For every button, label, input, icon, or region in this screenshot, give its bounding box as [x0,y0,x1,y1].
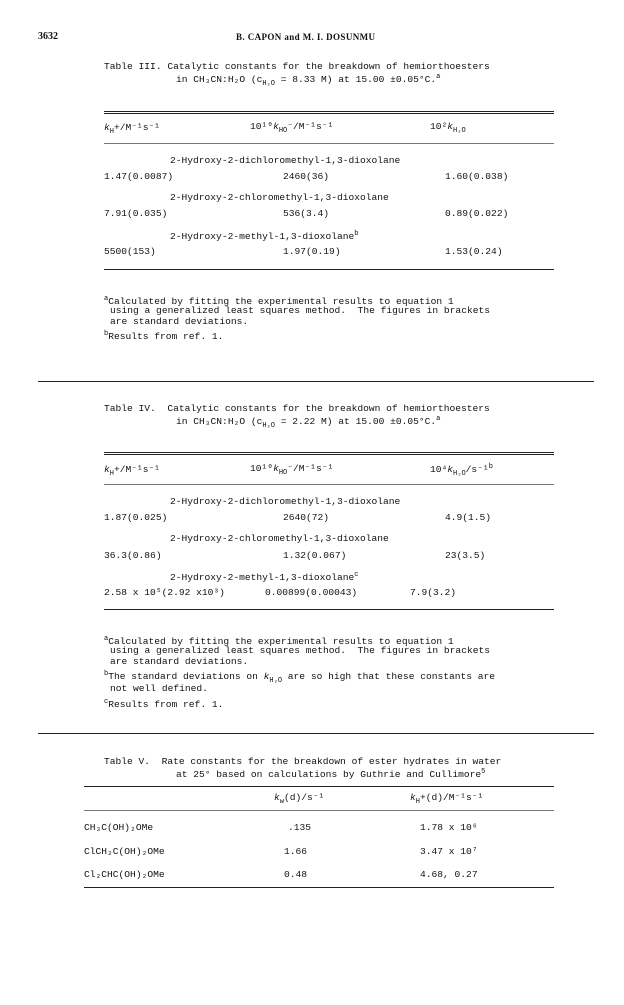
t4-fn-b-k: k [263,671,270,683]
table3-bottom-rule [104,269,554,270]
t3-g1-v1: 1.47(0.0087) [104,171,174,182]
table5-caption-line1: Rate constants for the breakdown of ester hydrates in water [161,756,502,767]
t4-footnote-c [104,697,223,710]
t3-g1-v2: 2460(36) [283,171,330,182]
table3-col2-header [250,121,333,137]
t4-col1-sub: H [109,469,114,478]
table3-caption-line1: Catalytic constants for the breakdown of hemiorthoesters [167,61,490,72]
table3-caption-sub: H₂O [262,80,275,89]
t4-col2-k: k [273,463,279,474]
t3-col2-rest: ⁻/M⁻¹s⁻¹ [287,121,334,132]
t4-compound-1: 2-Hydroxy-2-dichloromethyl-1,3-dioxolane [170,496,401,507]
t5-row2-compound: ClCH₂C(OH)₂OMe [84,846,165,857]
t4-col2-rest: ⁻/M⁻¹s⁻¹ [287,463,334,474]
t5-col3-sub: H [415,797,420,806]
t4-g1-v2: 2640(72) [283,512,330,523]
t5-row3-compound: Cl₂CHC(OH)₂OMe [84,869,165,880]
t4-fn-c-line1: Results from ref. 1. [108,699,224,711]
table5-label: Table V. [104,756,151,767]
t4-compound-2: 2-Hydroxy-2-chloromethyl-1,3-dioxolane [170,533,389,544]
t3-g2-v1: 7.91(0.035) [104,208,168,219]
t3-fn-a-line1: Calculated by fitting the experimental results to equation 1 [108,296,454,308]
t4-fn-b-line2: not well defined. [110,683,208,694]
table5-col3-header [410,792,483,808]
table5-caption-sup: 5 [481,768,486,776]
t5-row1-compound: CH₃C(OH)₂OMe [84,822,154,833]
t5-col2-sub: w [279,797,284,806]
t4-fn-a-line3: are standard deviations. [110,656,249,667]
t3-g2-v2: 536(3.4) [283,208,330,219]
table5-header-rule [84,810,554,811]
table3-top-rule-2 [104,113,554,114]
table5-caption [104,756,564,780]
table5-caption-line2: at 25° based on calculations by Guthrie and Cullimore [176,769,482,781]
t4-col3-rest: /s⁻¹ [465,464,489,476]
t4-col1-k: k [104,464,110,475]
table3-col3-header [430,121,466,137]
t4-g2-v1: 36.3(0.86) [104,550,162,561]
t3-compound-3-sup: b [354,230,359,238]
table4-caption-line2-suffix: = 2.22 M) at 15.00 ±0.05°C. [274,416,437,428]
table4-bottom-rule [104,609,554,610]
t4-g2-v3: 23(3.5) [445,550,486,561]
t3-g1-v3: 1.60(0.038) [445,171,509,182]
table4-caption-line2-prefix: in CH₃CN:H₂O (c [176,416,263,428]
table4-caption-sup: a [436,415,441,423]
table4-caption [104,403,564,432]
t3-fn-b-mark: b [104,330,109,338]
table4-col3-header [430,462,493,480]
t4-fn-b-post: are so high that these constants are [282,671,496,683]
table4-caption-sub: H₂O [262,422,275,431]
t3-g2-v3: 0.89(0.022) [445,208,509,219]
t5-col2-k: k [274,792,280,803]
page-number: 3632 [38,31,58,42]
t5-row2-kh: 3.47 x 10⁷ [420,846,478,857]
t4-col3-pre: 10⁴ [430,464,448,476]
t3-g3-v3: 1.53(0.24) [445,246,503,257]
t3-compound-3-name: 2-Hydroxy-2-methyl-1,3-dioxolane [170,231,355,243]
t3-col3-k: k [447,121,454,132]
t4-compound-3 [170,570,358,583]
t4-g3-v1: 2.58 x 10⁵(2.92 x10³) [104,587,225,598]
section-divider-1 [38,381,594,382]
t3-compound-2: 2-Hydroxy-2-chloromethyl-1,3-dioxolane [170,192,389,203]
t4-fn-b-mark: b [104,670,109,678]
table3-header-rule [104,143,554,144]
section-divider-2 [38,733,594,734]
t3-fn-b-line1: Results from ref. 1. [108,331,224,343]
t5-row2-kw: 1.66 [284,846,308,857]
t4-col1-rest: +/M⁻¹s⁻¹ [113,464,161,475]
table4-label: Table IV. [104,403,156,414]
t4-col3-sub: H₂O [453,470,466,479]
table4-top-rule [104,452,554,453]
table4-col1-header [104,464,160,480]
t3-col1-k: k [104,122,110,133]
t3-fn-a-mark: a [104,295,109,303]
t3-g3-v2: 1.97(0.19) [283,246,341,257]
t3-fn-a-line2: using a generalized least squares method. The figures in brackets [110,305,490,316]
table4-caption-line1: Catalytic constants for the breakdown of hemiorthoesters [167,403,490,414]
t3-g3-v1: 5500(153) [104,246,156,257]
t5-row1-kh: 1.78 x 10⁶ [420,822,478,833]
t3-col1-sub: H [109,127,114,136]
t4-fn-a-mark: a [104,635,109,643]
t4-fn-c-mark: c [104,698,109,706]
t3-compound-1: 2-Hydroxy-2-dichloromethyl-1,3-dioxolane [170,155,401,166]
t3-col2-sub: HO [278,126,288,135]
t4-fn-a-line2: using a generalized least squares method. The figures in brackets [110,645,490,656]
t5-col3-k: k [410,792,416,803]
t4-fn-b-pre: The standard deviations on [108,671,264,683]
t4-col3-sup: b [488,463,493,471]
table5-col2-header [274,792,324,808]
t4-col2-sub: HO [278,468,288,477]
t4-fn-b-sub: H₂O [269,677,283,686]
t3-col2-k: k [273,121,279,132]
t3-fn-a-line3: are standard deviations. [110,316,249,327]
t4-g2-v2: 1.32(0.067) [283,550,347,561]
table4-col2-header [250,463,333,479]
t5-col3-rest: +(d)/M⁻¹s⁻¹ [419,792,484,803]
table3-caption-sup: a [436,73,441,81]
t4-compound-3-sup: c [354,571,359,579]
table5-bottom-rule [84,887,554,888]
t3-col3-pre: 10² [430,121,448,132]
table3-caption-line2-prefix: in CH₃CN:H₂O (c [176,74,263,86]
t3-compound-3 [170,229,358,242]
table3-col1-header [104,122,160,138]
t4-compound-3-name: 2-Hydroxy-2-methyl-1,3-dioxolane [170,572,355,584]
table3-caption-line2-suffix: = 8.33 M) at 15.00 ±0.05°C. [274,74,437,86]
t3-col1-rest: +/M⁻¹s⁻¹ [113,122,161,133]
table4-header-rule [104,484,554,485]
t4-col2-pre: 10¹⁰ [250,463,274,474]
t4-g1-v1: 1.87(0.025) [104,512,168,523]
t4-g1-v3: 4.9(1.5) [445,512,492,523]
running-head: B. CAPON and M. I. DOSUNMU [236,32,376,42]
t5-row3-kw: 0.48 [284,869,308,880]
t3-col3-sub: H₂O [453,126,466,135]
table4-top-rule-2 [104,454,554,455]
t4-g3-v2: 0.00899(0.00043) [265,587,358,598]
table5-top-rule [84,786,554,787]
table3-label: Table III. [104,61,162,72]
t4-fn-a-line1: Calculated by fitting the experimental results to equation 1 [108,636,454,648]
t5-row1-kw: .135 [288,822,312,833]
t3-footnote-b [104,329,223,342]
t4-col3-k: k [447,464,454,476]
t4-g3-v3: 7.9(3.2) [410,587,457,598]
t5-col2-rest: (d)/s⁻¹ [283,792,325,803]
t3-col2-pre: 10¹⁰ [250,121,274,132]
t5-row3-kh: 4.68, 0.27 [420,869,478,880]
table3-top-rule [104,111,554,112]
table3-caption [104,61,564,90]
